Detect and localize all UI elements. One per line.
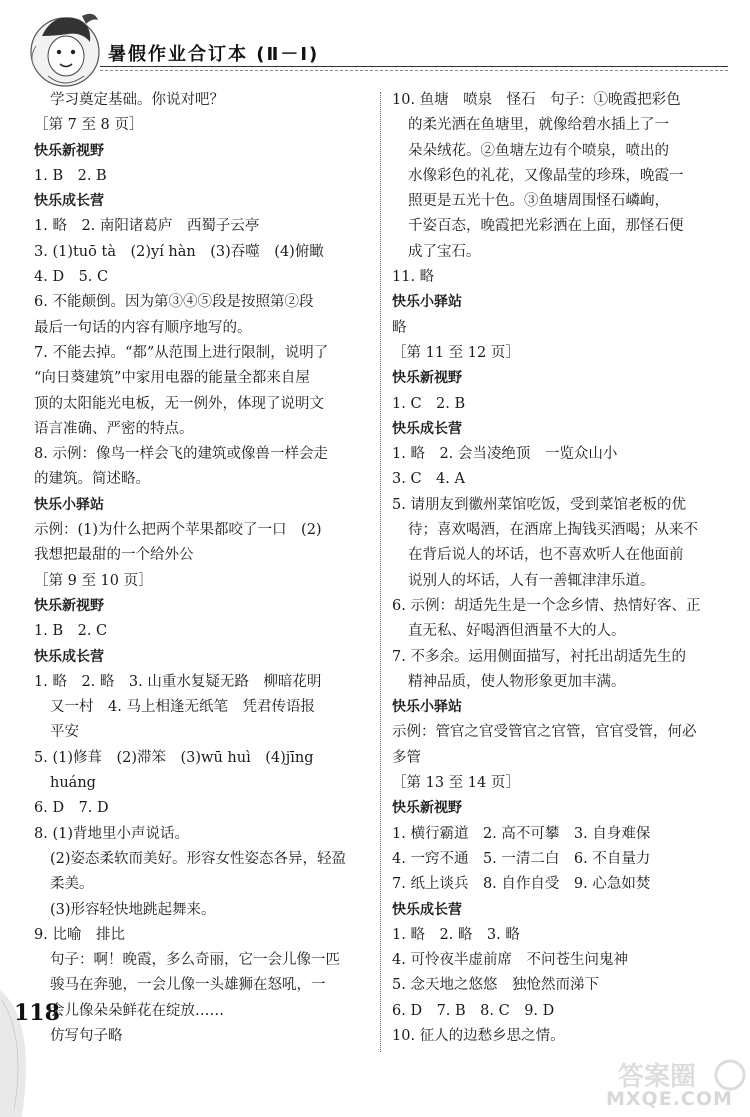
answer-line-continued: 又一村 4. 马上相逢无纸笔 凭君传语报 bbox=[50, 699, 315, 716]
answer-line-continued: 千姿百态，晚霞把光彩洒在上面，那怪石便 bbox=[408, 218, 684, 235]
answer-line: 10. 征人的边愁乡思之情。 bbox=[392, 1027, 565, 1044]
answer-line: 顶的太阳能光电板，无一例外，体现了说明文 bbox=[34, 395, 324, 412]
answer-line: 1. 略 2. 会当凌绝顶 一览众山小 bbox=[392, 446, 618, 463]
page-range-label: ［第 7 至 8 页］ bbox=[34, 117, 144, 134]
page-range-label: ［第 13 至 14 页］ bbox=[392, 775, 520, 792]
answer-line: 5. 念天地之悠悠 独怆然而涕下 bbox=[392, 977, 599, 994]
answer-line: 6. D 7. B 8. C 9. D bbox=[392, 1002, 555, 1019]
answer-line-continued: 的柔光洒在鱼塘里，就像给碧水插上了一 bbox=[408, 117, 669, 134]
section-heading: 快乐成长营 bbox=[392, 420, 462, 437]
answer-line: 5. (1)修葺 (2)滞笨 (3)wū huì (4)jīng bbox=[34, 749, 314, 766]
answer-line: 11. 略 bbox=[392, 269, 435, 286]
answer-line-continued: huáng bbox=[50, 775, 96, 792]
mascot-logo-icon bbox=[22, 6, 108, 92]
answer-line: 1. 略 2. 南阳诸葛庐 西蜀子云亭 bbox=[34, 218, 260, 235]
section-heading: 快乐成长营 bbox=[392, 901, 462, 918]
answer-line: 多管 bbox=[392, 749, 421, 766]
answer-line-continued: 句子：啊！晚霞，多么奇丽，它一会儿像一匹 bbox=[50, 952, 340, 969]
answer-line: 6. 示例：胡适先生是一个念乡情、热情好客、正 bbox=[392, 597, 701, 614]
header-rule bbox=[100, 66, 728, 67]
answer-line: 9. 比喻 排比 bbox=[34, 926, 125, 943]
page-range-label: ［第 9 至 10 页］ bbox=[34, 572, 153, 589]
answer-line-continued: 水像彩色的礼花，又像晶莹的珍珠，晚霞一 bbox=[408, 167, 684, 184]
answer-line: 3. (1)tuō tà (2)yí hàn (3)吞噬 (4)俯瞰 bbox=[34, 243, 324, 260]
book-edition: (Ⅱ－Ⅰ) bbox=[256, 44, 320, 65]
answer-line-continued: 会儿像朵朵鲜花在绽放…… bbox=[50, 1002, 224, 1019]
header-dotted-rule bbox=[100, 70, 728, 71]
answer-line-continued: 待；喜欢喝酒，在酒席上掏钱买酒喝；从来不 bbox=[408, 522, 698, 539]
answer-line: 10. 鱼塘 喷泉 怪石 句子：①晚霞把彩色 bbox=[392, 92, 681, 108]
section-heading: 快乐新视野 bbox=[34, 142, 104, 159]
answer-line: 3. C 4. A bbox=[392, 471, 465, 488]
section-heading: 快乐成长营 bbox=[34, 193, 104, 210]
answer-line-continued: 仿写句子略 bbox=[50, 1027, 123, 1044]
answer-line: 7. 不多余。运用侧面描写，衬托出胡适先生的 bbox=[392, 648, 686, 665]
section-heading: 快乐成长营 bbox=[34, 648, 104, 665]
answer-line-continued: 柔美。 bbox=[50, 876, 94, 893]
answer-line: 示例：管官之官受管官之官管，官官受管，何必 bbox=[392, 724, 697, 741]
answer-line: 1. C 2. B bbox=[392, 395, 466, 412]
section-heading: 快乐新视野 bbox=[392, 370, 462, 387]
answer-line-continued: 平安 bbox=[50, 724, 79, 741]
answer-line-continued: (3)形容轻快地跳起舞来。 bbox=[50, 901, 216, 918]
answer-line: 8. 示例：像鸟一样会飞的建筑或像兽一样会走 bbox=[34, 446, 328, 463]
answer-line: 7. 纸上谈兵 8. 自作自受 9. 心急如焚 bbox=[392, 876, 651, 893]
answer-line: 的建筑。简述略。 bbox=[34, 471, 150, 488]
answer-line-continued: 精神品质，使人物形象更加丰满。 bbox=[408, 673, 626, 690]
answer-line-continued: 骏马在奔驰，一会儿像一头雄狮在怒吼，一 bbox=[50, 977, 326, 994]
answer-line-continued: 朵朵绒花。②鱼塘左边有个喷泉，喷出的 bbox=[408, 142, 669, 159]
answer-line: 语言准确、严密的特点。 bbox=[34, 420, 194, 437]
answer-line: 1. B 2. B bbox=[34, 167, 107, 184]
answer-line: 示例：(1)为什么把两个苹果都咬了一口 (2) bbox=[34, 522, 322, 539]
answer-line: 5. 请朋友到徽州菜馆吃饭，受到菜馆老板的优 bbox=[392, 496, 686, 513]
answer-line: 1. 横行霸道 2. 高不可攀 3. 自身难保 bbox=[392, 825, 651, 842]
page-number: 118 bbox=[14, 1000, 60, 1026]
answer-line-continued: 说别人的坏话，人有一善辄津津乐道。 bbox=[408, 572, 655, 589]
section-heading: 快乐新视野 bbox=[392, 800, 462, 817]
page-header bbox=[0, 0, 750, 95]
answer-line: 7. 不能去掉。“都”从范围上进行限制，说明了 bbox=[34, 344, 329, 361]
answer-line: 1. 略 2. 略 3. 山重水复疑无路 柳暗花明 bbox=[34, 673, 322, 690]
watermark-logo-text: 答案圈 bbox=[618, 1062, 697, 1092]
section-heading: 快乐小驿站 bbox=[392, 699, 462, 716]
answer-line: 4. D 5. C bbox=[34, 269, 109, 286]
answer-line: 8. (1)背地里小声说话。 bbox=[34, 825, 189, 842]
answer-line: 4. 可怜夜半虚前席 不问苍生问鬼神 bbox=[392, 952, 628, 969]
page-range-label: ［第 11 至 12 页］ bbox=[392, 344, 520, 361]
answer-line-continued: 直无私、好喝酒但酒量不大的人。 bbox=[408, 623, 626, 640]
header-title bbox=[108, 40, 319, 66]
section-heading: 快乐新视野 bbox=[34, 597, 104, 614]
answer-line: 略 bbox=[392, 319, 407, 336]
section-heading: 快乐小驿站 bbox=[392, 294, 462, 311]
answer-line-continued: 在背后说人的坏话，也不喜欢听人在他面前 bbox=[408, 547, 684, 564]
answer-line: 1. 略 2. 略 3. 略 bbox=[392, 926, 520, 943]
right-column bbox=[392, 88, 730, 1049]
answer-line: 4. 一窍不通 5. 一清二白 6. 不自量力 bbox=[392, 850, 651, 867]
answer-line-continued: 照更是五光十色。③鱼塘周围怪石嶙峋， bbox=[408, 193, 669, 210]
left-column bbox=[34, 88, 370, 1049]
answer-line: “向日葵建筑”中家用电器的能量全都来自屋 bbox=[34, 370, 310, 387]
answer-line: 6. 不能颠倒。因为第③④⑤段是按照第②段 bbox=[34, 294, 314, 311]
book-title: 暑假作业合订本 bbox=[108, 44, 248, 65]
answer-line-continued: 学习奠定基础。你说对吧？ bbox=[50, 92, 224, 108]
answer-line-continued: 成了宝石。 bbox=[408, 243, 481, 260]
answer-line: 我想把最甜的一个给外公 bbox=[34, 547, 194, 564]
answer-line: 6. D 7. D bbox=[34, 800, 109, 817]
answer-line: 最后一句话的内容有顺序地写的。 bbox=[34, 319, 252, 336]
answer-line-continued: (2)姿态柔软而美好。形容女性姿态各异，轻盈 bbox=[50, 850, 347, 867]
section-heading: 快乐小驿站 bbox=[34, 496, 104, 513]
answer-line: 1. B 2. C bbox=[34, 623, 108, 640]
column-divider bbox=[380, 92, 381, 1052]
watermark-url: MXQE.COM bbox=[606, 1088, 733, 1110]
